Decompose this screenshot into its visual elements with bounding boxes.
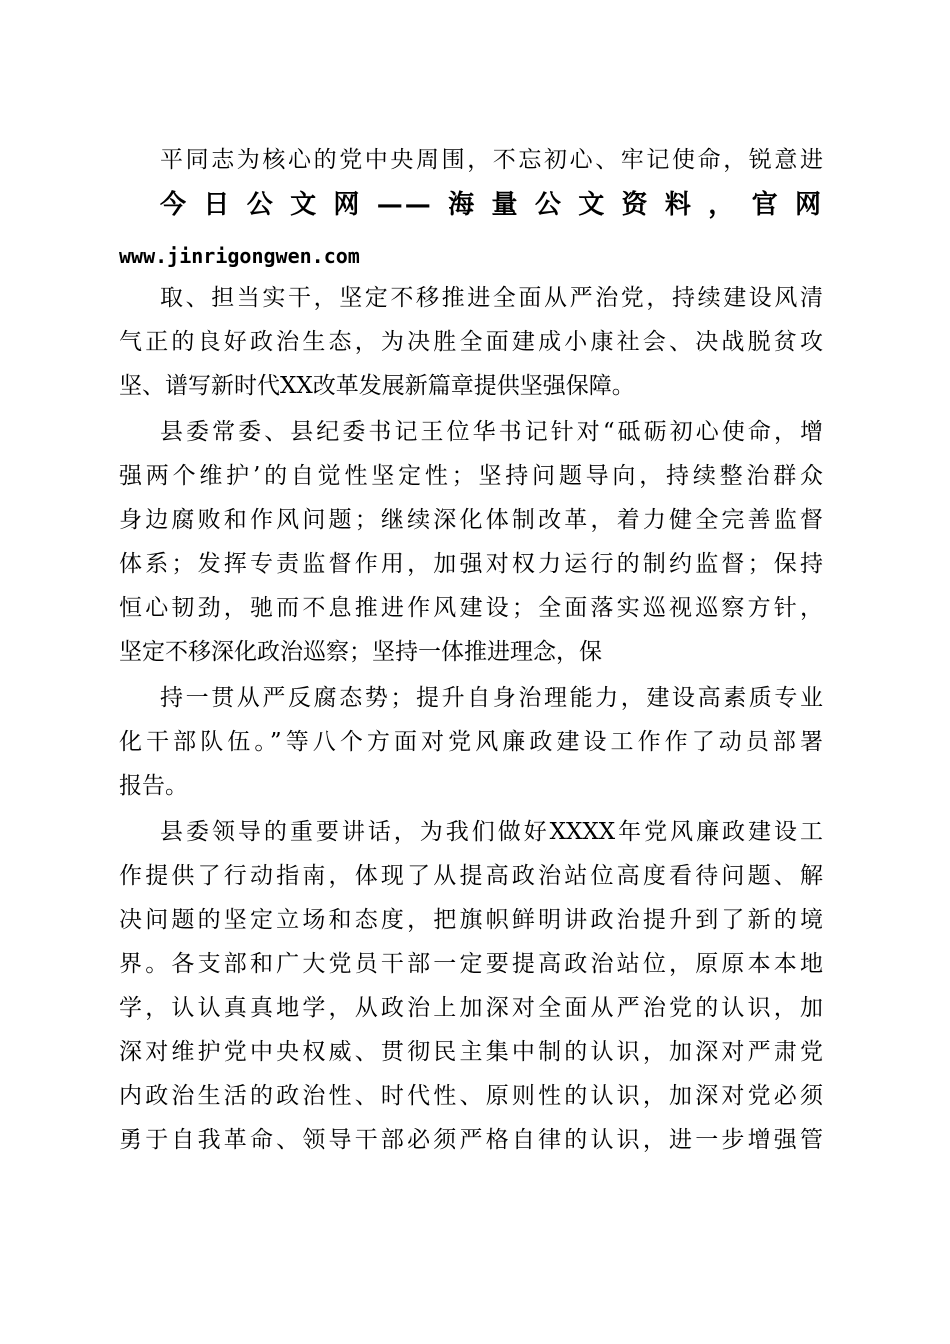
paragraph-line: 坚定不移深化政治巡察；坚持一体推进理念，保 bbox=[119, 639, 602, 665]
paragraph-line: 学，认认真真地学，从政治上加深对全面从严治党的认识，加 bbox=[119, 995, 823, 1021]
paragraph-line: 报告。 bbox=[119, 773, 188, 799]
paragraph-line: 持一贯从严反腐态势；提升自身治理能力，建设高素质专业 bbox=[160, 685, 823, 711]
paragraph-line: 县委领导的重要讲话，为我们做好XXXX年党风廉政建设工 bbox=[160, 819, 823, 845]
watermark-url[interactable]: www.jinrigongwen.com bbox=[119, 244, 360, 268]
paragraph-line: 内政治生活的政治性、时代性、原则性的认识，加深对党必须 bbox=[119, 1083, 823, 1109]
paragraph-line: 体系；发挥专责监督作用，加强对权力运行的制约监督；保持 bbox=[119, 551, 823, 577]
paragraph-line: 气正的良好政治生态，为决胜全面建成小康社会、决战脱贫攻 bbox=[119, 329, 823, 355]
paragraph-line: 化干部队伍。”等八个方面对党风廉政建设工作作了动员部署 bbox=[119, 729, 823, 755]
paragraph-line: 县委常委、县纪委书记王位华书记针对“砥砺初心使命，增 bbox=[160, 419, 823, 445]
paragraph-line: 作提供了行动指南，体现了从提高政治站位高度看待问题、解 bbox=[119, 863, 823, 889]
paragraph-line: 决问题的坚定立场和态度，把旗帜鲜明讲政治提升到了新的境 bbox=[119, 907, 823, 933]
paragraph-line: 勇于自我革命、领导干部必须严格自律的认识，进一步增强管 bbox=[119, 1127, 823, 1153]
paragraph-line: 取、担当实干，坚定不移推进全面从严治党，持续建设风清 bbox=[160, 285, 823, 311]
paragraph-line: 恒心韧劲，驰而不息推进作风建设；全面落实巡视巡察方针， bbox=[119, 595, 823, 621]
paragraph-line: 坚、谱写新时代XX改革发展新篇章提供坚强保障。 bbox=[119, 373, 635, 399]
paragraph-line: 深对维护党中央权威、贯彻民主集中制的认识，加深对严肃党 bbox=[119, 1039, 823, 1065]
paragraph-line: 身边腐败和作风问题；继续深化体制改革，着力健全完善监督 bbox=[119, 507, 823, 533]
paragraph-line: 强两个维护’的自觉性坚定性；坚持问题导向，持续整治群众 bbox=[119, 463, 823, 489]
paragraph-line: 界。各支部和广大党员干部一定要提高政治站位，原原本本地 bbox=[119, 951, 823, 977]
paragraph-line: 平同志为核心的党中央周围，不忘初心、牢记使命，锐意进 bbox=[160, 147, 823, 173]
watermark-banner: 今日公文网——海量公文资料，官网 bbox=[160, 190, 823, 220]
